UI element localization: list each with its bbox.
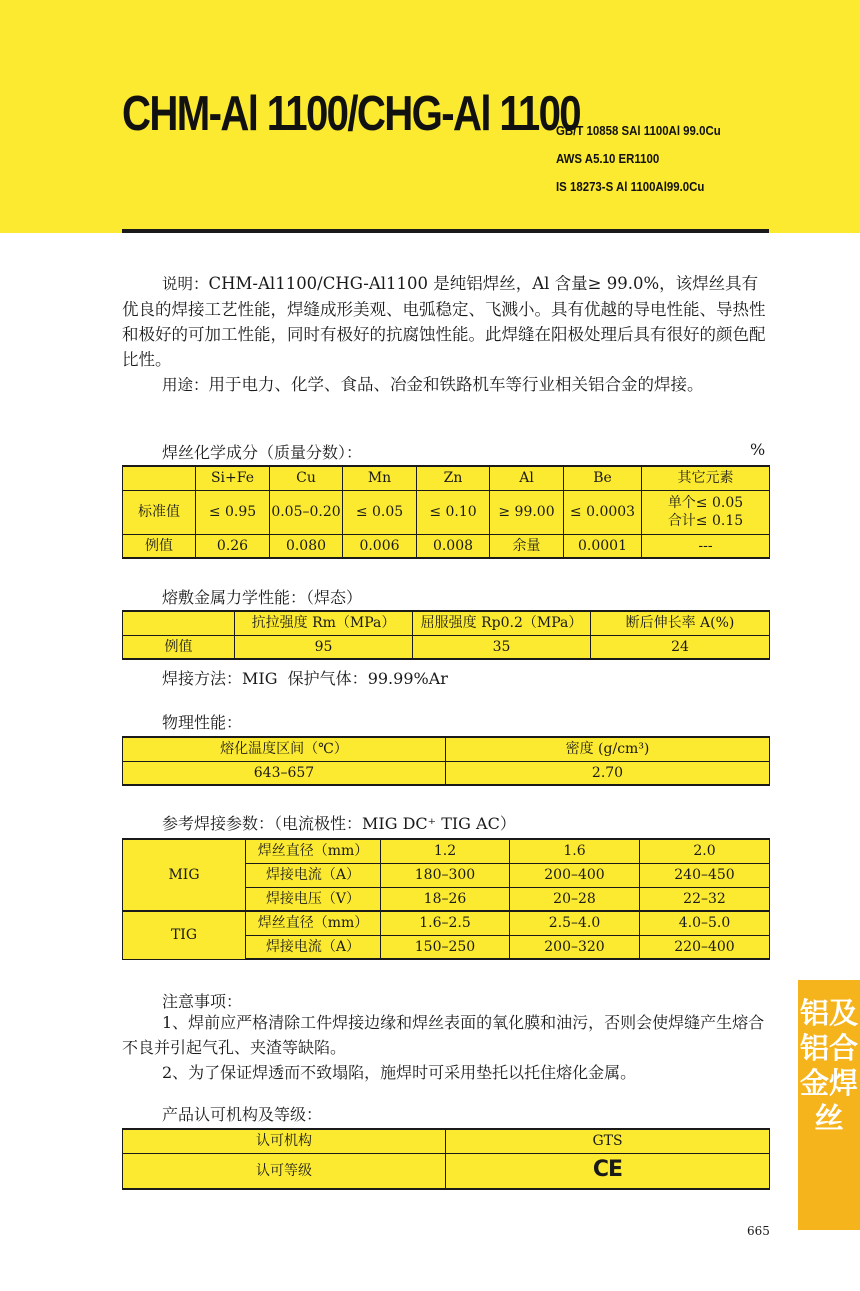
table-header-cell: Cu: [270, 466, 343, 490]
table-row: [123, 611, 770, 635]
table-cell: 35: [413, 635, 591, 659]
table-row-label: 焊接电压（V）: [246, 887, 381, 911]
table-cell: 1.6: [510, 839, 640, 863]
approval-title: 产品认可机构及等级：: [162, 1105, 323, 1124]
physical-table: [122, 736, 770, 786]
params-title-text: 参考焊接参数：: [162, 814, 275, 833]
table-row-label: 认可等级: [123, 1153, 446, 1189]
table-row: [123, 635, 770, 659]
table-header-cell: Be: [564, 466, 642, 490]
table-cell: [446, 1153, 770, 1189]
mig-label: MIG: [123, 839, 246, 911]
ce-mark-icon: CE: [592, 1156, 623, 1182]
side-tab-label: 铝及铝合金焊丝: [799, 996, 858, 1135]
method-value: MIG: [242, 669, 278, 688]
table-header-cell: 其它元素: [642, 466, 770, 490]
usage-label: 用途：: [162, 376, 209, 394]
chemical-table: [122, 465, 770, 559]
table-row: [123, 911, 770, 935]
table-cell: [642, 490, 770, 534]
table-header-cell: Si+Fe: [196, 466, 270, 490]
approval-table: [122, 1128, 770, 1190]
table-row-label: 例值: [123, 534, 196, 558]
standard-aws: AWS A5.10 ER1100: [556, 151, 660, 166]
table-cell: 2.5–4.0: [510, 911, 640, 935]
table-cell: 18–26: [381, 887, 510, 911]
gas-value: 99.99%Ar: [367, 669, 448, 688]
table-header-cell: Mn: [343, 466, 417, 490]
product-title: CHM-Al 1100/CHG-Al 1100: [122, 87, 581, 141]
tig-label: TIG: [123, 911, 246, 959]
table-row: [123, 761, 770, 785]
table-cell: ≤ 0.10: [417, 490, 490, 534]
table-cell: 1.2: [381, 839, 510, 863]
table-cell: ≤ 0.0003: [564, 490, 642, 534]
method-label: 焊接方法：: [162, 669, 243, 688]
table-cell: ≤ 0.95: [196, 490, 270, 534]
header-band: [0, 0, 860, 233]
page-number: 665: [747, 1224, 770, 1238]
table-cell: 2.70: [446, 761, 770, 785]
table-cell: 200–400: [510, 863, 640, 887]
standard-is: IS 18273-S Al 1100Al99.0Cu: [556, 179, 705, 194]
table-row-label: 焊丝直径（mm）: [246, 911, 381, 935]
params-table: [122, 838, 770, 960]
table-cell: 220–400: [640, 935, 770, 959]
table-cell: 余量: [490, 534, 564, 558]
table-header-cell: Zn: [417, 466, 490, 490]
usage-paragraph: [122, 372, 772, 398]
mechanical-table: [122, 610, 770, 660]
table-row-label: 例值: [123, 635, 235, 659]
table-cell: 240–450: [640, 863, 770, 887]
table-cell: ≥ 99.00: [490, 490, 564, 534]
standards-list: [556, 117, 721, 201]
mechanical-note: （焊态）: [306, 588, 363, 607]
chemical-title: 焊丝化学成分（质量分数）：: [162, 443, 363, 462]
table-row: [123, 1129, 770, 1153]
table-header-cell: 屈服强度 Rp0.2（MPa）: [413, 611, 591, 635]
usage-text: 用于电力、化学、食品、冶金和铁路机车等行业相关铝合金的焊接。: [208, 375, 704, 394]
table-cell: 0.0001: [564, 534, 642, 558]
table-cell: 24: [591, 635, 770, 659]
table-header-cell: 密度 (g/cm³): [446, 737, 770, 761]
other-total: 合计≤ 0.15: [667, 513, 744, 529]
side-tab: [798, 980, 860, 1230]
table-cell: 643–657: [123, 761, 446, 785]
table-header-cell: 抗拉强度 Rm（MPa）: [235, 611, 413, 635]
table-cell: 95: [235, 635, 413, 659]
table-cell: 0.26: [196, 534, 270, 558]
table-cell: 180–300: [381, 863, 510, 887]
description-label: 说明：: [162, 275, 209, 293]
table-cell: 0.080: [270, 534, 343, 558]
mechanical-title: [162, 585, 362, 608]
table-row-label: 标准值: [123, 490, 196, 534]
table-header-cell: 断后伸长率 A(%): [591, 611, 770, 635]
welding-method-line: [162, 666, 448, 689]
description-paragraph: [122, 271, 772, 372]
table-cell: 0.006: [343, 534, 417, 558]
standard-gb: GB/T 10858 SAl 1100Al 99.0Cu: [556, 123, 721, 138]
note-item: 1、焊前应严格清除工件焊接边缘和焊丝表面的氧化膜和油污，否则会使焊缝产生熔合不良并引起气孔、夹渣等缺陷。: [122, 1013, 765, 1057]
table-row-label: 焊丝直径（mm）: [246, 839, 381, 863]
table-cell: ≤ 0.05: [343, 490, 417, 534]
table-cell: 20–28: [510, 887, 640, 911]
table-cell: 200–320: [510, 935, 640, 959]
mechanical-title-text: 熔敷金属力学性能：: [162, 588, 307, 607]
params-note: （电流极性：MIG DC⁺ TIG AC）: [274, 814, 516, 833]
table-cell: [123, 611, 235, 635]
table-cell: 0.008: [417, 534, 490, 558]
table-row: [123, 737, 770, 761]
physical-title: 物理性能：: [162, 713, 243, 732]
note-item: 2、为了保证焊透而不致塌陷，施焊时可采用垫托以托住熔化金属。: [162, 1063, 637, 1082]
table-cell: 2.0: [640, 839, 770, 863]
table-cell: 1.6–2.5: [381, 911, 510, 935]
table-row-label: 认可机构: [123, 1129, 446, 1153]
table-header-cell: 熔化温度区间（℃）: [123, 737, 446, 761]
table-cell: GTS: [446, 1129, 770, 1153]
chemical-unit: %: [750, 440, 766, 459]
table-cell: 150–250: [381, 935, 510, 959]
table-cell: [123, 466, 196, 490]
table-cell: 0.05–0.20: [270, 490, 343, 534]
table-cell: 22–32: [640, 887, 770, 911]
other-single: 单个≤ 0.05: [667, 495, 744, 511]
table-row: [123, 1153, 770, 1189]
table-cell: 4.0–5.0: [640, 911, 770, 935]
description-text: CHM-Al1100/CHG-Al1100 是纯铝焊丝，Al 含量≥ 99.0%，该焊丝具有优良的焊接工艺性能，焊缝成形美观、电弧稳定、飞溅小。具有优越的导电性能、导热性和极好的可加工性能，同时有极好的抗腐蚀性能。此焊缝在阳极处理后具有很好的颜色配比性。: [122, 274, 766, 369]
table-header-cell: Al: [490, 466, 564, 490]
table-row-label: 焊接电流（A）: [246, 935, 381, 959]
table-row: [123, 490, 770, 534]
table-cell: ---: [642, 534, 770, 558]
notes-title: 注意事项：: [162, 992, 243, 1011]
table-row: [123, 534, 770, 558]
table-row-label: 焊接电流（A）: [246, 863, 381, 887]
table-row: [123, 466, 770, 490]
notes-list: [122, 1010, 772, 1085]
header-rule: [122, 229, 769, 233]
params-title: [162, 811, 516, 834]
gas-label: 保护气体：: [287, 669, 368, 688]
table-row: [123, 839, 770, 863]
